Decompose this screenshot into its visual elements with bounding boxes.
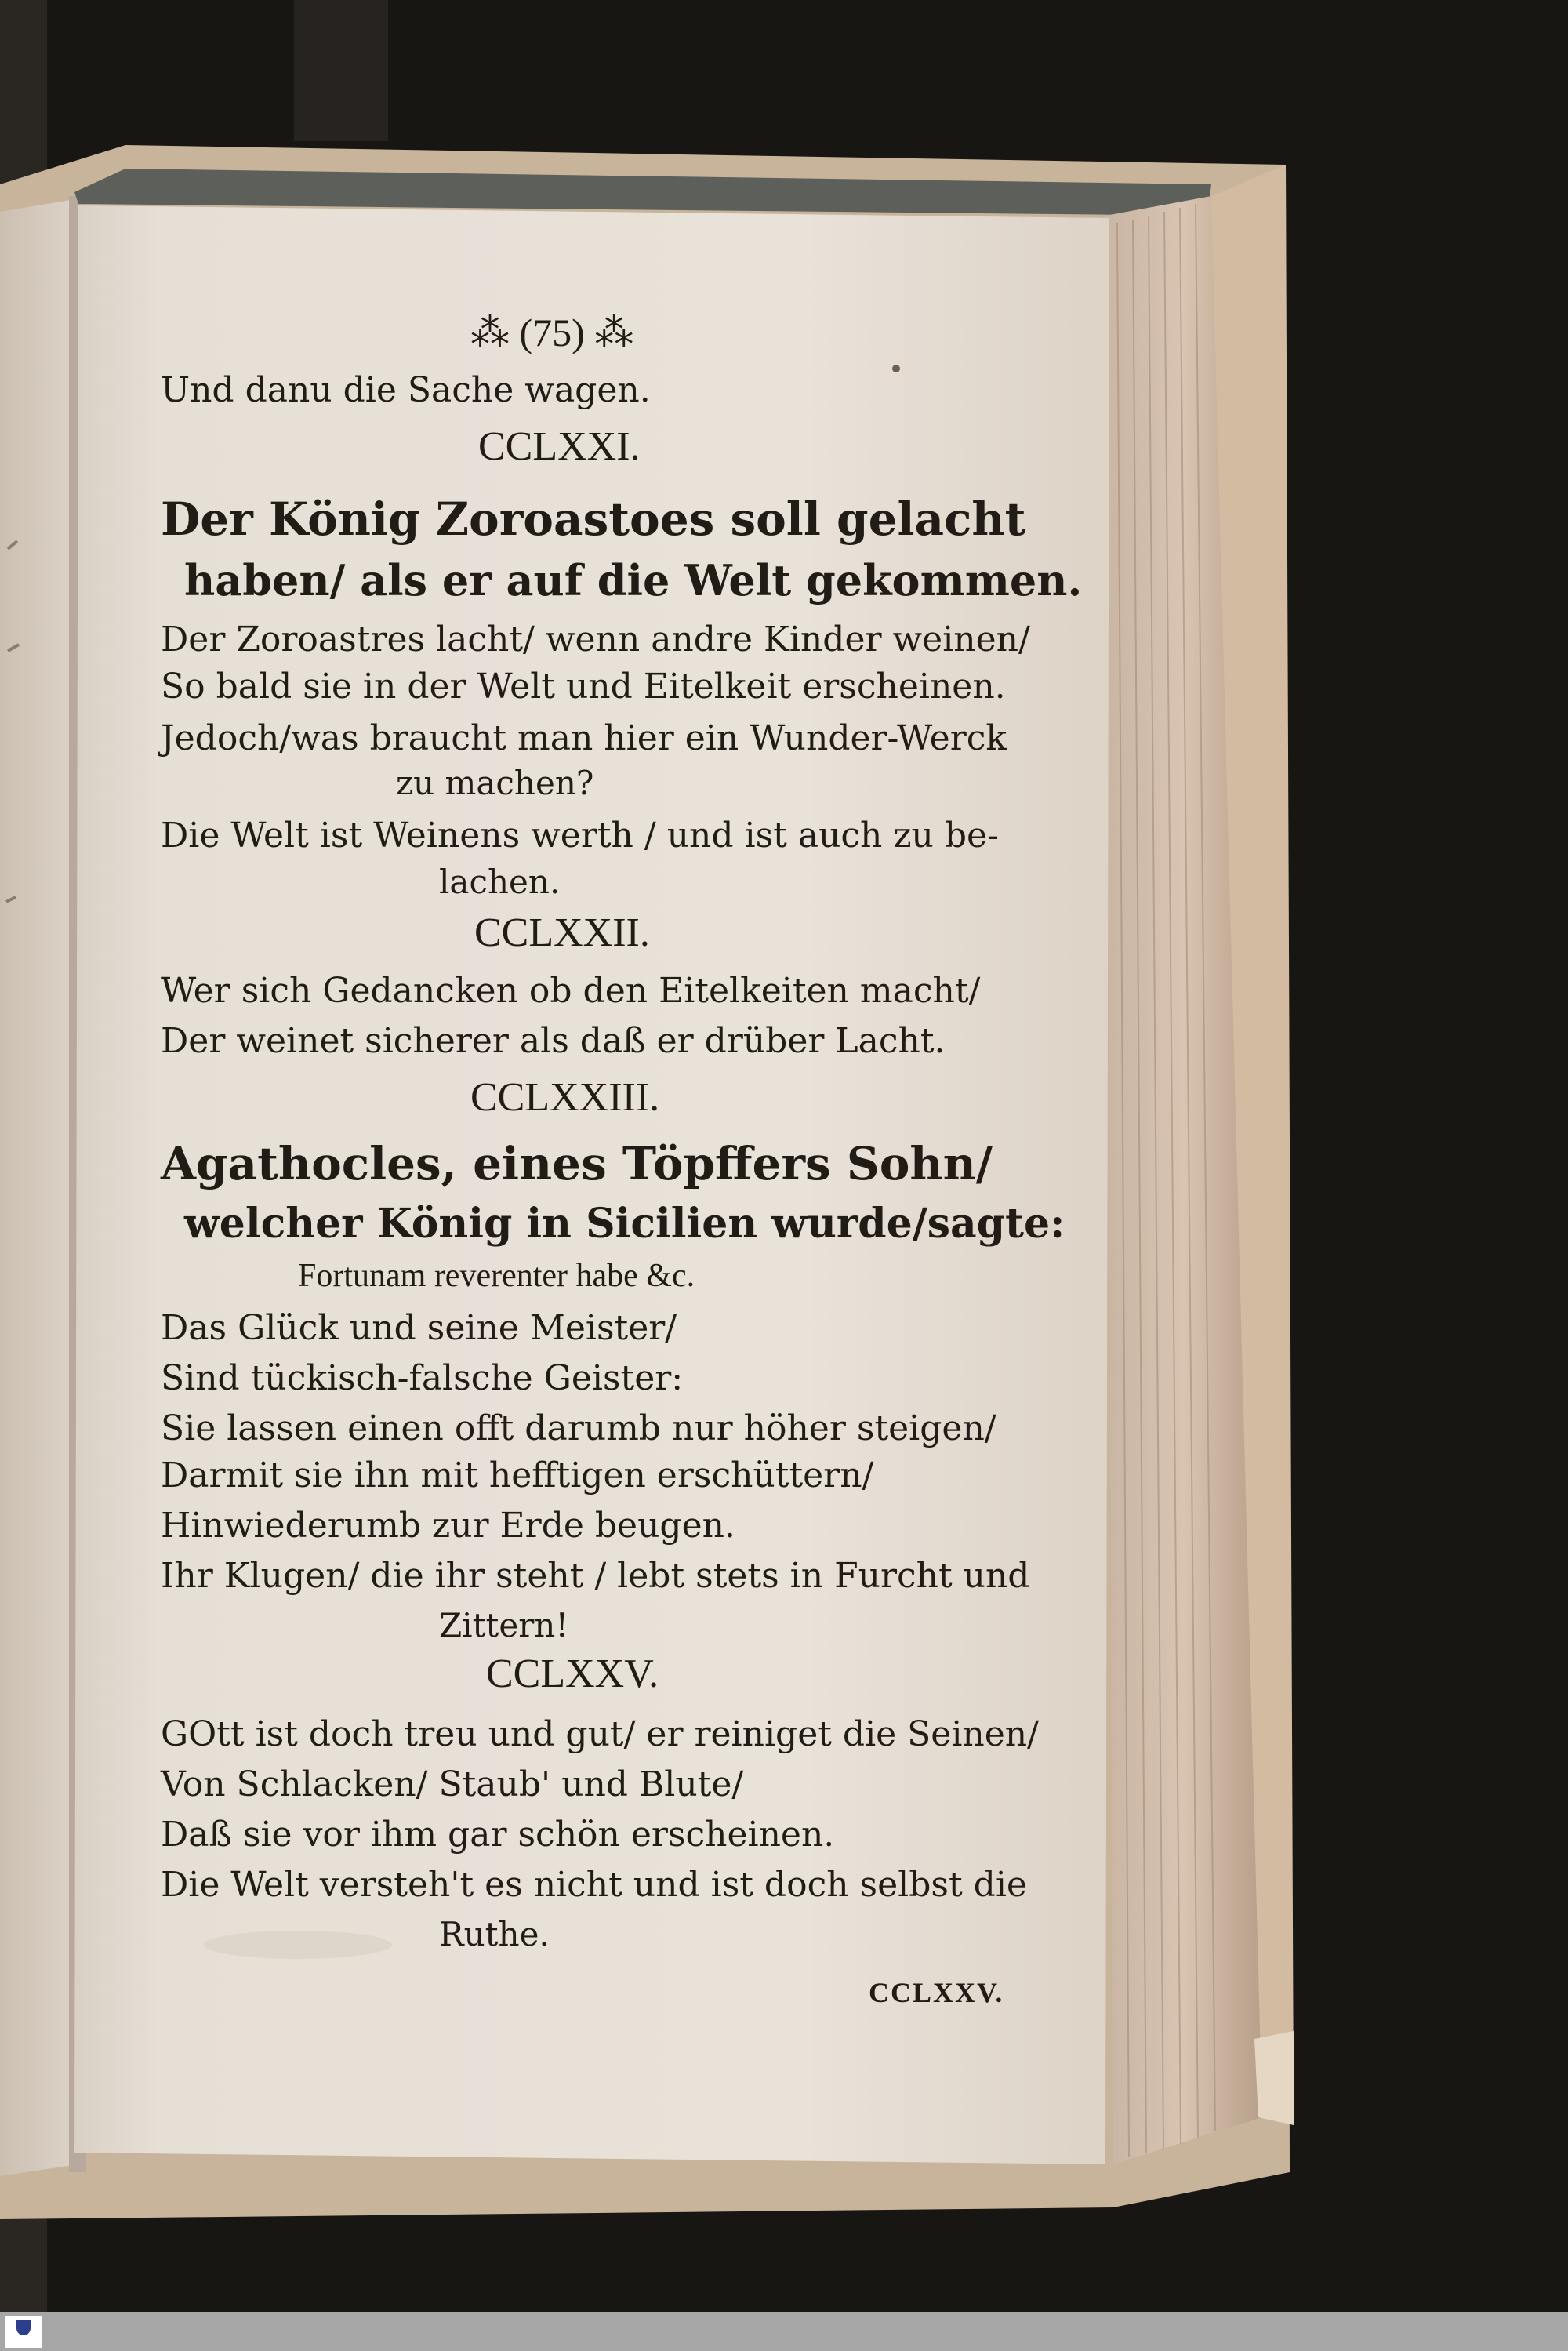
verse-line: Der Zoroastres lacht/ wenn andre Kinder weinen/ [161,620,1030,660]
verse-line: zu machen? [396,764,594,802]
ink-spot [892,365,900,372]
verse-line: Die Welt ist Weinens werth / und ist auch zu be- [161,816,999,856]
verse-line: GOtt ist doch treu und gut/ er reiniget die Seinen/ [161,1714,1039,1754]
verse-line: Sie lassen einen offt darumb nur höher steigen/ [161,1408,996,1448]
library-logo [5,2316,42,2348]
verse-line: Hinwiederumb zur Erde beugen. [161,1506,735,1546]
verse-line: Zittern! [439,1606,569,1644]
left-page [0,200,78,2176]
latin-motto: Fortunam reverenter habe &c. [298,1258,695,1294]
faint-stain [204,1931,392,1959]
verse-line: Das Glück und seine Meister/ [161,1308,677,1348]
verse-line: Daß sie vor ihm gar schön erscheinen. [161,1815,835,1855]
section-number: CCLXXIII. [470,1075,660,1120]
section-number: CCLXXI. [478,424,641,469]
verse-line: Sind tückisch-falsche Geister: [161,1358,684,1398]
page-header: ⁂ (75) ⁂ [470,311,634,354]
verse-line: Von Schlacken/ Staub' und Blute/ [161,1764,744,1804]
section-heading: Agathocles, eines Töpffers Sohn/ [161,1137,993,1190]
verse-line: Jedoch/was braucht man hier ein Wunder-Werck [161,718,1007,758]
section-number: CCLXXV. [486,1652,659,1696]
verse-line: Die Welt versteh't es nicht und ist doch selbst die [161,1865,1027,1905]
bottom-bar [0,2312,1568,2351]
text-line: Und danu die Sache wagen. [161,370,651,410]
verse-line: Ruthe. [439,1915,550,1953]
crest-icon [16,2320,31,2335]
section-heading: haben/ als er auf die Welt gekommen. [184,555,1083,605]
section-heading: Der König Zoroastoes soll gelacht [161,492,1026,546]
dark-column [294,0,388,141]
section-heading: welcher König in Sicilien wurde/sagte: [184,1200,1065,1248]
catchword: CCLXXV. [869,1977,1004,2008]
verse-line: Wer sich Gedancken ob den Eitelkeiten macht/ [161,971,981,1011]
verse-line: Darmit sie ihn mit hefftigen erschüttern/ [161,1455,874,1495]
cover-corner-wear [1254,2031,1294,2125]
verse-line: Der weinet sicherer als daß er drüber Lacht. [161,1021,946,1061]
verse-line: So bald sie in der Welt und Eitelkeit erscheinen. [161,667,1006,707]
verse-line: Ihr Klugen/ die ihr steht / lebt stets in Furcht und [161,1556,1030,1596]
verse-line: lachen. [439,863,561,901]
section-number: CCLXXII. [474,910,650,955]
